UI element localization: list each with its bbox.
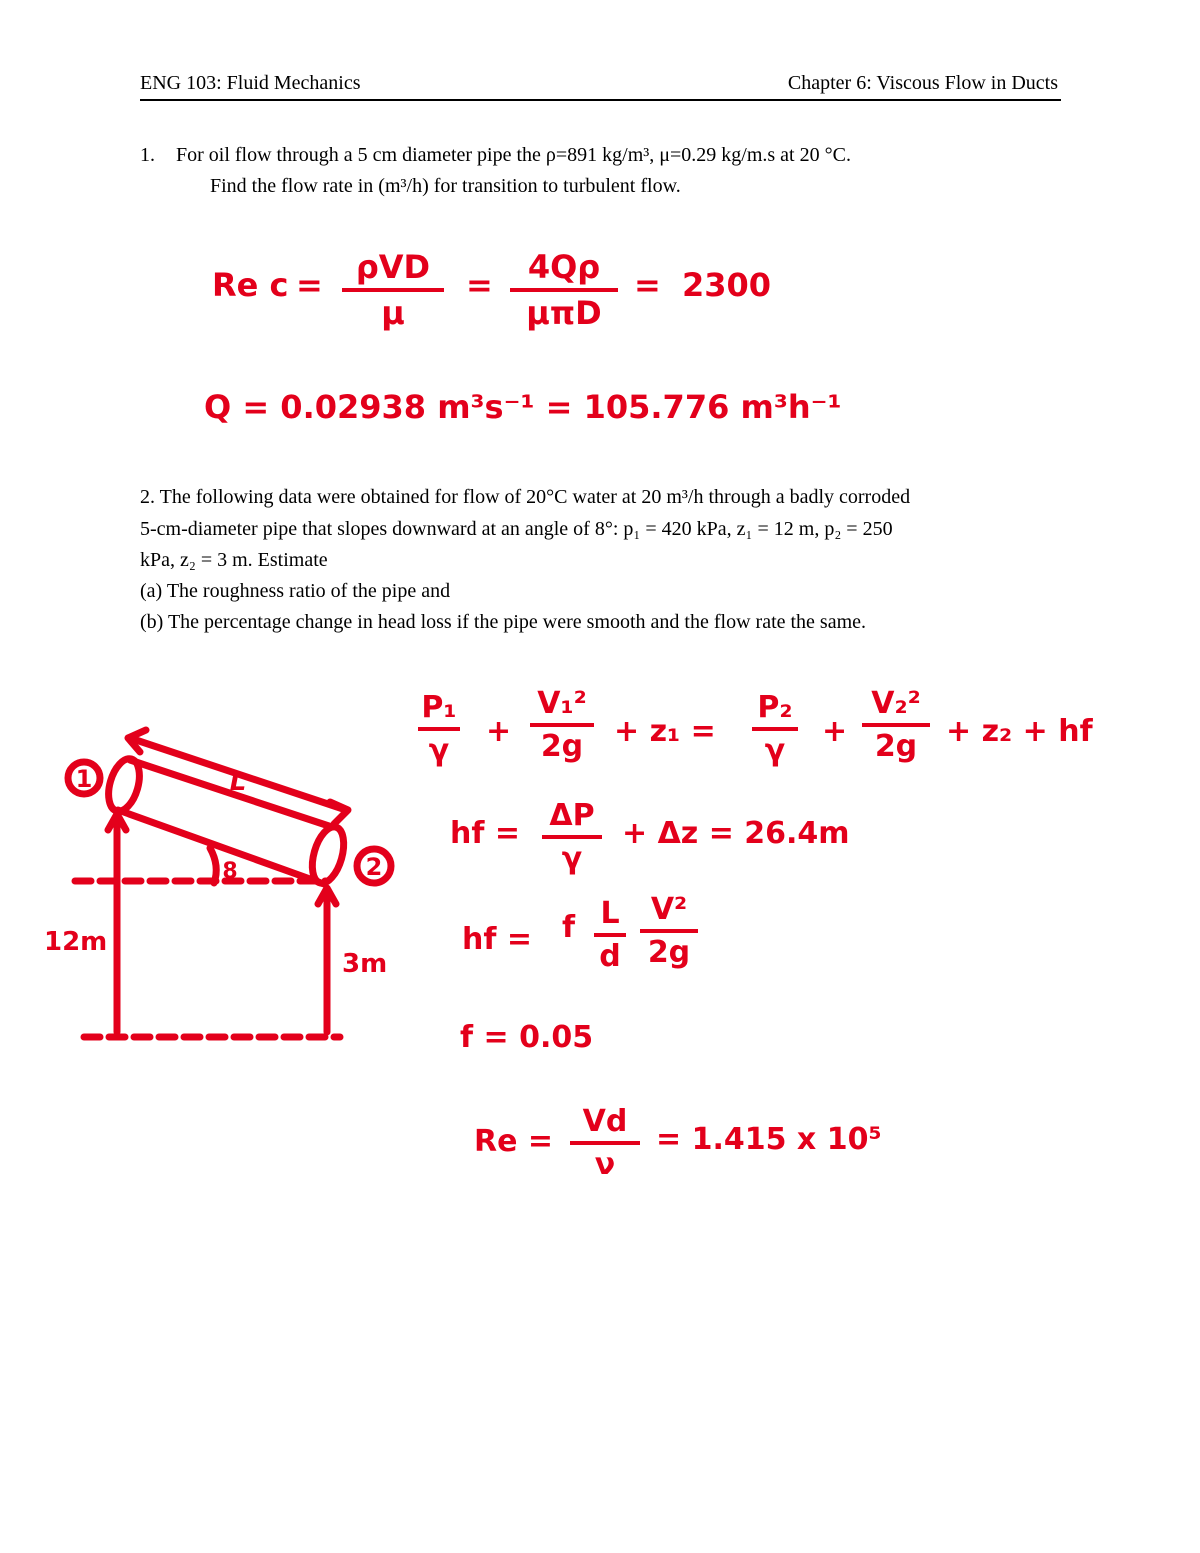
fraction-numerator: L [600,896,620,931]
fraction-bar [570,1141,640,1145]
pipe-bottom-edge [118,810,324,884]
course-title: ENG 103: Fluid Mechanics [140,72,361,94]
fraction-numerator: P₁ [421,690,457,725]
fraction-bar [418,727,460,731]
friction-factor-symbol: f [562,910,576,945]
problem2-line3: kPa, z₂ = 3 m. Estimate [140,549,328,571]
fraction-numerator: ρVD [355,248,431,286]
fraction-numerator: P₂ [757,690,793,725]
fraction-p1-over-gamma [418,690,460,768]
fraction-rho-v-d-over-mu [342,248,444,332]
bernoulli-z1-equals: + z₁ = [614,714,716,749]
fraction-numerator: V₂² [871,686,921,721]
flow-rate-result: Q = 0.02938 m³s⁻¹ = 105.776 m³h⁻¹ [204,388,842,426]
problem2-line2: 5-cm-diameter pipe that slopes downward at an angle of 8°: p₁ = 420 kPa, z₁ = 12 m, p₂ = 250 [140,518,893,540]
fraction-p2-over-gamma [752,690,798,768]
fraction-numerator: V² [650,892,688,927]
problem1-line1: For oil flow through a 5 cm diameter pipe the ρ=891 kg/m³, μ=0.29 kg/m.s at 20 °C. [176,144,851,166]
sloped-pipe-diagram [40,700,410,1060]
fraction-denominator: γ [428,733,450,768]
equals-3: = [634,266,661,304]
head-loss-label: hf = [450,816,520,851]
fraction-bar [594,933,626,937]
point-1-label: 1 [75,765,93,793]
fraction-bar [862,723,930,727]
fraction-bar [752,727,798,731]
length-label: L [229,767,247,797]
reynolds-result: = 1.415 x 10⁵ [656,1122,882,1157]
fraction-denominator: γ [561,841,583,876]
fraction-bar [510,288,618,292]
fraction-l-over-d [594,896,626,974]
fraction-denominator: 2g [874,729,918,764]
reynolds-critical-value: 2300 [682,266,772,304]
fraction-numerator: ΔP [549,798,595,833]
fraction-numerator: Vd [582,1104,628,1139]
head-loss-result: + Δz = 26.4m [622,816,850,851]
fraction-denominator: μ [381,294,405,332]
fraction-4q-rho-over-mu-pi-d [510,248,618,332]
fraction-denominator: d [599,939,621,974]
darcy-lhs: hf = [462,922,532,957]
header-rule [140,99,1061,101]
reynolds-lhs: Re = [474,1124,554,1159]
plus-sign: + [486,714,512,749]
length-arrow-head-right [330,802,348,824]
height-2-label: 3m [342,949,388,979]
problem1-number: 1. [140,144,155,166]
angle-label: 8 [222,859,238,884]
chapter-title: Chapter 6: Viscous Flow in Ducts [787,72,1058,94]
fraction-bar [530,723,594,727]
pipe-inlet-end [103,755,145,815]
fraction-denominator: ν [594,1147,616,1182]
fraction-bar [542,835,602,839]
problem2-part-b: (b) The percentage change in head loss if the pipe were smooth and the flow rate the same. [140,611,867,633]
equals-1: = [296,266,323,304]
fraction-bar [640,929,698,933]
bernoulli-z2-head-loss: + z₂ + hf [946,714,1093,749]
height-1-label: 12m [44,927,108,957]
fraction-numerator: V₁² [537,686,587,721]
reynolds-critical-label: Re c [212,266,289,304]
fraction-denominator: 2g [647,935,691,970]
fraction-numerator: 4Qρ [527,248,601,286]
fraction-delta-p-over-gamma [542,798,602,876]
pipe-outlet-end [307,823,350,886]
fraction-bar [342,288,444,292]
equals-2: = [466,266,493,304]
fraction-denominator: 2g [540,729,584,764]
fraction-v1-squared-over-2g [530,686,594,764]
problem2-line1: 2. The following data were obtained for flow of 20°C water at 20 m³/h through a badly corroded [140,486,911,508]
fraction-denominator: γ [764,733,786,768]
fraction-v-squared-over-2g [640,892,698,970]
friction-factor-result: f = 0.05 [460,1020,594,1055]
point-2-label: 2 [365,853,383,881]
fraction-v-d-over-nu [570,1104,640,1182]
plus-sign: + [822,714,848,749]
fraction-v2-squared-over-2g [862,686,930,764]
problem2-part-a: (a) The roughness ratio of the pipe and [140,580,451,602]
problem1-line2: Find the flow rate in (m³/h) for transition to turbulent flow. [210,175,681,197]
fraction-denominator: μπD [526,294,602,332]
